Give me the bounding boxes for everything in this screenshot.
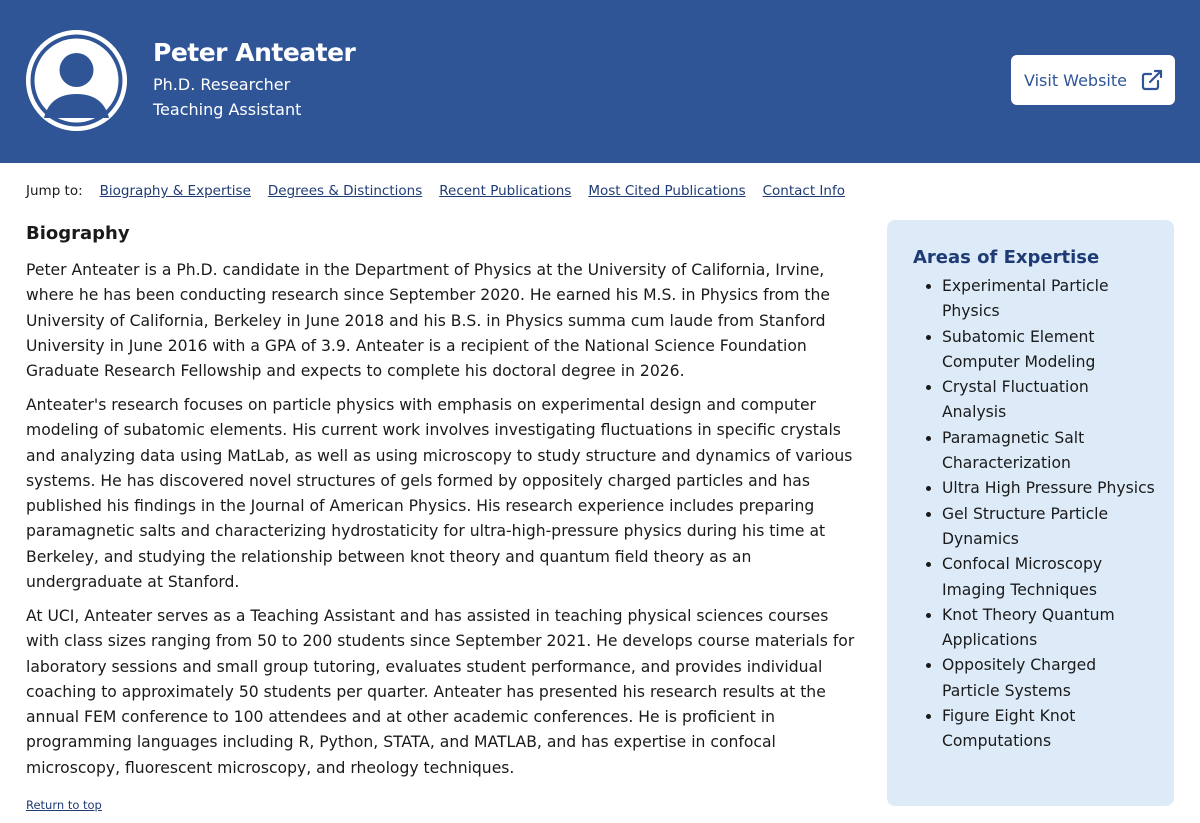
expertise-item: • Knot Theory Quantum Applications [942, 603, 1157, 654]
expertise-item: • Subatomic Element Computer Modeling [942, 325, 1157, 376]
expertise-item: • Confocal Microscopy Imaging Techniques [942, 552, 1157, 603]
profile-role-researcher: Ph.D. Researcher [153, 75, 291, 94]
visit-website-button[interactable] [1011, 55, 1175, 105]
jump-to-nav [26, 183, 862, 199]
jump-link-biography[interactable]: Biography & Expertise [99, 183, 251, 199]
biography-paragraph: Anteater's research focuses on particle physics with emphasis on experimental design and computer modeling of subatomic elements. His current work involves investigating fluctuations in specific crystals and analyzing data using MatLab, as well as using microscopy to study structure and dynamics of various systems. He has discovered novel structures of gels formed by oppositely charged particles and has published his findings in the Journal of American Physics. His research experience includes preparing paramagnetic salts and characterizing hydrostaticity for ultra-high-pressure physics during his time at Berkeley, and studying the relationship between knot theory and quantum field theory as an undergraduate at Stanford. [26, 396, 853, 592]
profile-role-ta: Teaching Assistant [153, 100, 302, 119]
external-link-icon [1140, 68, 1164, 92]
expertise-item: • Crystal Fluctuation Analysis [942, 375, 1157, 426]
expertise-heading: Areas of Expertise [913, 247, 1100, 268]
expertise-item: • Oppositely Charged Particle Systems [942, 653, 1157, 704]
jump-link-recent-publications[interactable]: Recent Publications [439, 183, 572, 199]
jump-to-label: Jump to: [26, 183, 83, 199]
return-to-top-link[interactable]: Return to top [26, 798, 102, 812]
expertise-item: • Paramagnetic Salt Characterization [942, 426, 1157, 477]
jump-link-most-cited[interactable]: Most Cited Publications [588, 183, 746, 199]
profile-header [0, 0, 1200, 163]
user-silhouette-icon [26, 30, 127, 131]
expertise-item: • Ultra High Pressure Physics [942, 476, 1157, 501]
jump-link-degrees[interactable]: Degrees & Distinctions [267, 183, 423, 199]
expertise-item: • Experimental Particle Physics [942, 274, 1157, 325]
biography-paragraph: Peter Anteater is a Ph.D. candidate in the Department of Physics at the University of California, Irvine, where he has been conducting research since September 2020. He earned his M.S. in Physics from the University of California, Berkeley in June 2018 and his B.S. in Physics summa cum laude from Stanford University in June 2016 with a GPA of 3.9. Anteater is a recipient of the National Science Foundation Graduate Research Fellowship and expects to complete his doctoral degree in 2026. [26, 261, 830, 381]
expertise-list [942, 274, 1157, 755]
avatar [26, 30, 127, 131]
expertise-panel [887, 220, 1174, 806]
biography-paragraph: At UCI, Anteater serves as a Teaching Assistant and has assisted in teaching physical sciences courses with class sizes ranging from 50 to 200 students since September 2021. He develops course materials for laboratory sessions and small group tutoring, evaluates student performance, and provides individual coaching to approximately 50 students per quarter. Anteater has presented his research results at the annual FEM conference to 100 attendees and at other academic conferences. He is proficient in programming languages including R, Python, STATA, and MATLAB, and has expertise in confocal microscopy, fluorescent microscopy, and rheology techniques. [26, 607, 855, 777]
profile-name: Peter Anteater [153, 38, 356, 67]
jump-link-contact[interactable]: Contact Info [762, 183, 845, 199]
biography-heading: Biography [26, 223, 130, 244]
visit-website-label: Visit Website [1024, 70, 1127, 90]
expertise-item: • Figure Eight Knot Computations [942, 704, 1157, 755]
expertise-item: • Gel Structure Particle Dynamics [942, 502, 1157, 553]
